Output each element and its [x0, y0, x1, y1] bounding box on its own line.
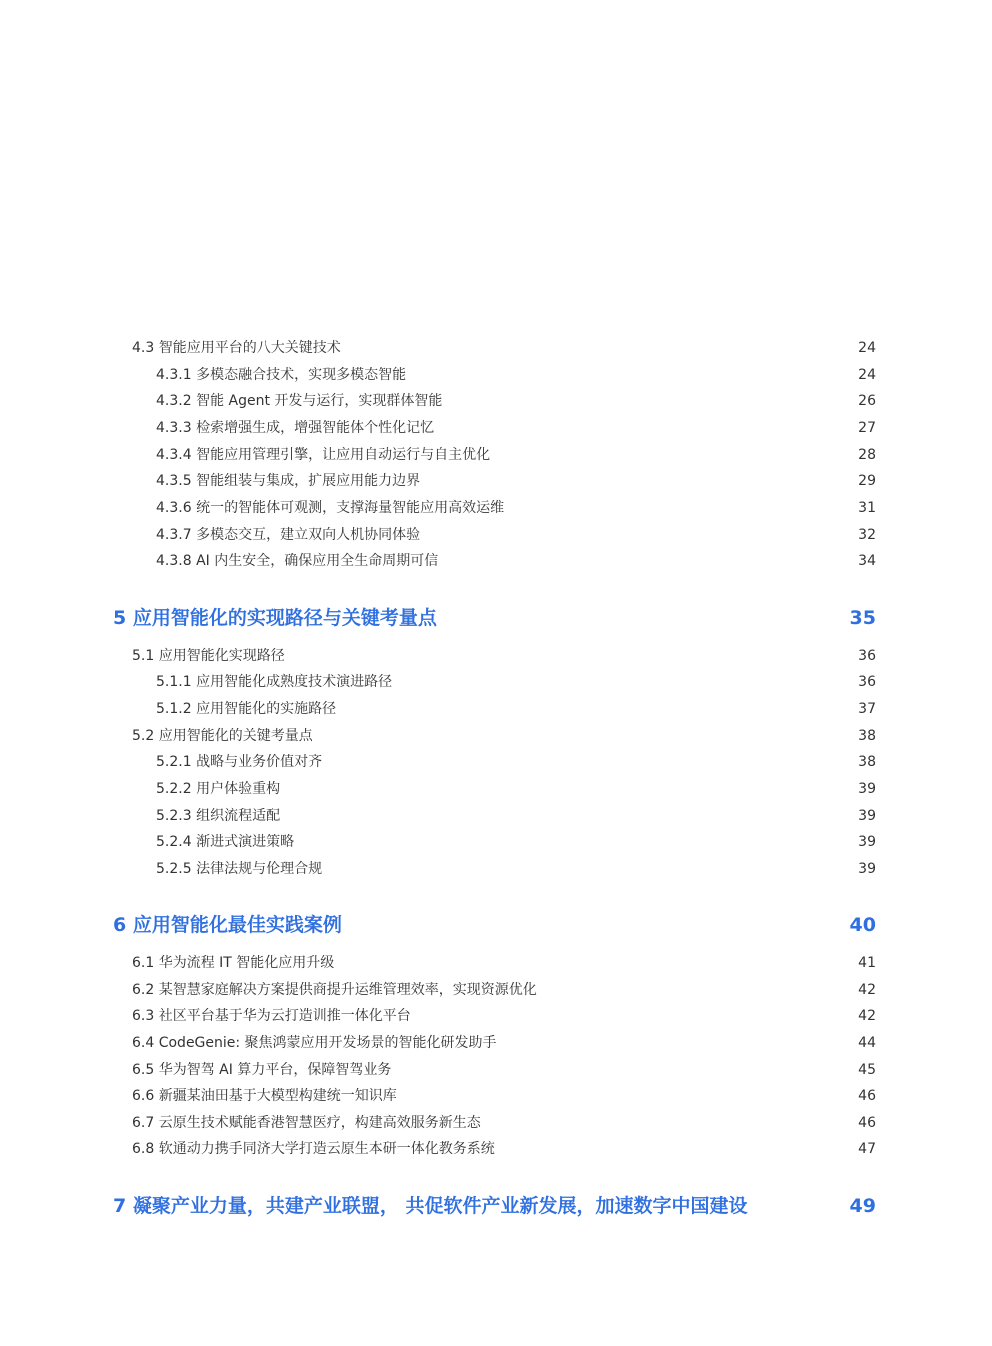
- toc-entry-title: 6.5 华为智驾 AI 算力平台，保障智驾业务: [132, 1062, 392, 1078]
- toc-entry-6-3[interactable]: [0, 1004, 992, 1028]
- toc-page-number: 38: [858, 728, 876, 744]
- toc-entry-5-2[interactable]: [0, 724, 992, 748]
- toc-entry-title: 4.3 智能应用平台的八大关键技术: [132, 340, 341, 356]
- toc-page-number: 42: [858, 982, 876, 998]
- toc-chapter-page-number: 35: [849, 607, 876, 629]
- toc-page-number: 42: [858, 1008, 876, 1024]
- toc-entry-title: 4.3.6 统一的智能体可观测，支撑海量智能应用高效运维: [156, 500, 505, 516]
- toc-entry-5-1[interactable]: [0, 644, 992, 668]
- toc-chapter-5[interactable]: [0, 603, 992, 633]
- toc-chapter-page-number: 40: [849, 914, 876, 936]
- toc-page-number: 28: [858, 447, 876, 463]
- toc-entry-6-5[interactable]: [0, 1058, 992, 1082]
- toc-entry-title: 6.1 华为流程 IT 智能化应用升级: [132, 955, 335, 971]
- toc-entry-5-2-3[interactable]: [0, 804, 992, 828]
- toc-page-number: 46: [858, 1115, 876, 1131]
- toc-chapter-title: 7 凝聚产业力量，共建产业联盟， 共促软件产业新发展，加速数字中国建设: [113, 1195, 748, 1217]
- toc-page-number: 36: [858, 674, 876, 690]
- toc-page-number: 36: [858, 648, 876, 664]
- toc-entry-title: 5.1 应用智能化实现路径: [132, 648, 285, 664]
- toc-entry-6-2[interactable]: [0, 978, 992, 1002]
- toc-entry-title: 4.3.2 智能 Agent 开发与运行，实现群体智能: [156, 393, 443, 409]
- toc-page-number: 41: [858, 955, 876, 971]
- toc-chapter-title: 6 应用智能化最佳实践案例: [113, 914, 342, 936]
- toc-entry-title: 5.2.5 法律法规与伦理合规: [156, 861, 323, 877]
- toc-page-number: 38: [858, 754, 876, 770]
- toc-entry-4-3-3[interactable]: [0, 416, 992, 440]
- toc-entry-5-2-4[interactable]: [0, 830, 992, 854]
- toc-entry-title: 4.3.5 智能组装与集成，扩展应用能力边界: [156, 473, 421, 489]
- toc-page-number: 37: [858, 701, 876, 717]
- toc-page-number: 34: [858, 553, 876, 569]
- toc-page-number: 26: [858, 393, 876, 409]
- toc-entry-title: 4.3.4 智能应用管理引擎，让应用自动运行与自主优化: [156, 447, 491, 463]
- toc-entry-title: 4.3.7 多模态交互，建立双向人机协同体验: [156, 527, 421, 543]
- toc-entry-title: 5.2.4 渐进式演进策略: [156, 834, 295, 850]
- toc-entry-5-1-2[interactable]: [0, 697, 992, 721]
- toc-entry-5-1-1[interactable]: [0, 670, 992, 694]
- toc-entry-4-3-8[interactable]: [0, 549, 992, 573]
- toc-page-number: 39: [858, 781, 876, 797]
- toc-chapter-7[interactable]: [0, 1191, 992, 1221]
- toc-page-number: 47: [858, 1141, 876, 1157]
- toc-entry-4-3[interactable]: [0, 336, 992, 360]
- toc-entry-6-6[interactable]: [0, 1084, 992, 1108]
- toc-page-number: 31: [858, 500, 876, 516]
- toc-entry-title: 4.3.3 检索增强生成，增强智能体个性化记忆: [156, 420, 435, 436]
- toc-page-number: 24: [858, 340, 876, 356]
- toc-entry-title: 6.2 某智慧家庭解决方案提供商提升运维管理效率，实现资源优化: [132, 982, 537, 998]
- toc-entry-4-3-6[interactable]: [0, 496, 992, 520]
- toc-entry-4-3-2[interactable]: [0, 389, 992, 413]
- toc-entry-title: 5.2.3 组织流程适配: [156, 808, 281, 824]
- toc-page-number: 45: [858, 1062, 876, 1078]
- toc-entry-title: 5.2.2 用户体验重构: [156, 781, 281, 797]
- toc-page-number: 27: [858, 420, 876, 436]
- toc-entry-5-2-1[interactable]: [0, 750, 992, 774]
- toc-entry-4-3-4[interactable]: [0, 443, 992, 467]
- toc-entry-6-8[interactable]: [0, 1137, 992, 1161]
- toc-entry-4-3-1[interactable]: [0, 363, 992, 387]
- toc-entry-title: 4.3.8 AI 内生安全，确保应用全生命周期可信: [156, 553, 439, 569]
- toc-entry-5-2-5[interactable]: [0, 857, 992, 881]
- toc-page-number: 39: [858, 834, 876, 850]
- toc-entry-4-3-5[interactable]: [0, 469, 992, 493]
- toc-entry-6-4[interactable]: [0, 1031, 992, 1055]
- toc-entry-6-7[interactable]: [0, 1111, 992, 1135]
- toc-page-number: 24: [858, 367, 876, 383]
- toc-entry-title: 6.6 新疆某油田基于大模型构建统一知识库: [132, 1088, 397, 1104]
- toc-chapter-title: 5 应用智能化的实现路径与关键考量点: [113, 607, 437, 629]
- toc-page-number: 46: [858, 1088, 876, 1104]
- toc-page-number: 29: [858, 473, 876, 489]
- toc-entry-title: 5.1.2 应用智能化的实施路径: [156, 701, 337, 717]
- toc-page-number: 39: [858, 861, 876, 877]
- toc-entry-title: 6.3 社区平台基于华为云打造训推一体化平台: [132, 1008, 411, 1024]
- toc-page-number: 32: [858, 527, 876, 543]
- toc-entry-title: 6.4 CodeGenie: 聚焦鸿蒙应用开发场景的智能化研发助手: [132, 1035, 497, 1051]
- toc-chapter-page-number: 49: [849, 1195, 876, 1217]
- toc-entry-4-3-7[interactable]: [0, 523, 992, 547]
- toc-entry-title: 4.3.1 多模态融合技术，实现多模态智能: [156, 367, 407, 383]
- toc-entry-5-2-2[interactable]: [0, 777, 992, 801]
- toc-page-number: 44: [858, 1035, 876, 1051]
- toc-chapter-6[interactable]: [0, 910, 992, 940]
- toc-entry-title: 5.2 应用智能化的关键考量点: [132, 728, 313, 744]
- toc-entry-title: 6.8 软通动力携手同济大学打造云原生本研一体化教务系统: [132, 1141, 495, 1157]
- toc-page-number: 39: [858, 808, 876, 824]
- toc-entry-title: 5.1.1 应用智能化成熟度技术演进路径: [156, 674, 393, 690]
- toc-entry-title: 5.2.1 战略与业务价值对齐: [156, 754, 323, 770]
- toc-entry-title: 6.7 云原生技术赋能香港智慧医疗，构建高效服务新生态: [132, 1115, 481, 1131]
- toc-entry-6-1[interactable]: [0, 951, 992, 975]
